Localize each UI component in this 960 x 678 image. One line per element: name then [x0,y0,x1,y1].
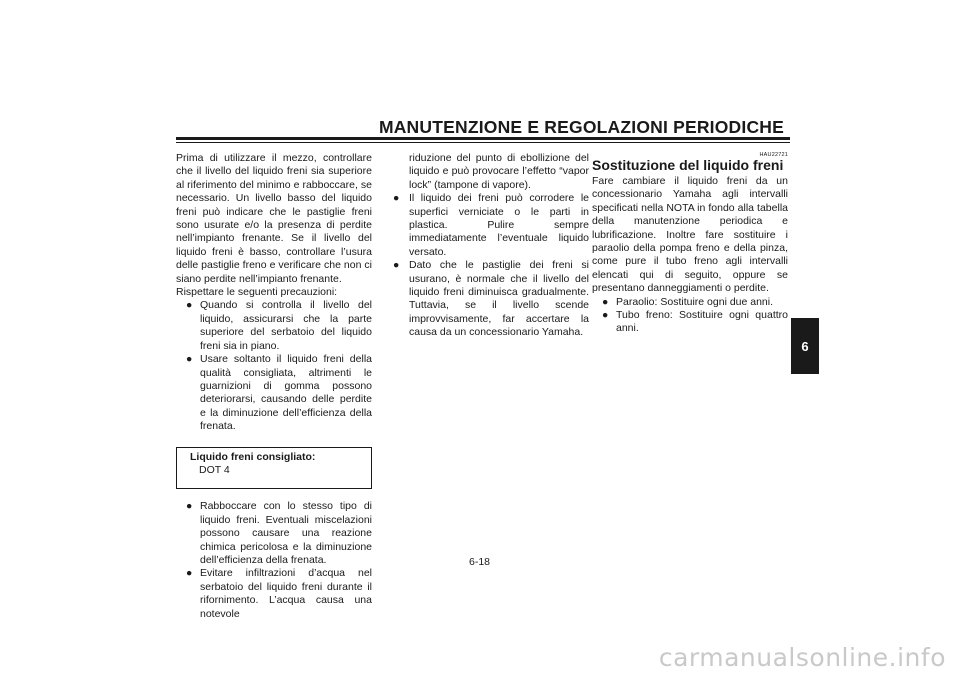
header-rule-thick [176,137,790,140]
precautions-list-continued [176,500,372,621]
continuation-text: riduzione del punto di ebollizione del liquido e può provocare l’effetto “vapor lock” (tampone di vapore). [409,152,589,191]
spec-box-value: DOT 4 [199,463,230,476]
list-item: ● Tubo freno: Sostituire ogni quattro anni. [602,309,788,335]
list-item: ● Paraolio: Sostituire ogni due anni. [602,295,774,308]
header-rule-thin [176,142,790,143]
bullet-icon: ● [186,567,193,580]
precautions-list [176,299,372,433]
column-middle [393,152,589,340]
bullet-icon: ● [393,259,400,272]
list-item: ● Rabboccare con lo stesso tipo di liquido freni. Eventuali miscelazioni possono causare una reazione chimica pericolosa e la diminuzione dell’efficienza della frenata. [186,500,372,566]
section-title: Sostituzione del liquido freni [592,157,784,173]
list-item: ● Quando si controlla il livello del liquido, assicurarsi che la parte superiore del serbatoio del liquido freni sia in piano. [186,299,372,352]
column-left [176,152,372,621]
section-code: HAU22721 [759,152,788,158]
column-right [592,152,788,336]
recommended-fluid-box [176,447,372,490]
precautions-list-middle [393,192,589,339]
section-body: Fare cambiare il liquido freni da un concessionario Yamaha agli intervalli specificati nella NOTA in fondo alla tabella della manutenzione periodica e lubrificazione. Inoltre fare sostituire i paraolio della pompa freno e della pinza, come pure il tubo freno agli intervalli elencati qui di seguito, oppure se presentano danneggiamenti o perdite. [592,175,788,295]
intro-paragraph: Prima di utilizzare il mezzo, controllare che il livello del liquido freni sia superiore al riferimento del minimo e rabboccare, se necessario. Un livello basso del liquido freni può indicare che le pastiglie freni sono usurate e/o la presenza di perdite nell’impianto frenante. Se il livello del liquido freni è basso, controllare l’usura delle pastiglie freno e verificare che non ci siano perdite nell’impianto frenante. [176,152,372,285]
bullet-icon: ● [186,353,193,366]
bullet-icon: ● [186,299,193,312]
list-item: ● Usare soltanto il liquido freni della qualità consigliata, altrimenti le guarnizioni di gomma possono deteriorarsi, causando delle perdite e la diminuzione dell’efficienza della frenata. [186,353,372,433]
page-number: 6-18 [469,556,491,568]
bullet-icon: ● [602,295,609,308]
precautions-lead: Rispettare le seguenti precauzioni: [176,286,338,299]
spec-box-title: Liquido freni consigliato: [190,450,316,463]
watermark: carmanualsonline.info [658,643,946,672]
chapter-tab: 6 [791,318,819,374]
page-header-title: MANUTENZIONE E REGOLAZIONI PERIODICHE [378,117,784,137]
bullet-icon: ● [602,309,609,322]
list-item: ● Evitare infiltrazioni d’acqua nel serbatoio del liquido freni durante il rifornimento. L’acqua causa una notevole [186,567,372,620]
bullet-icon: ● [393,192,400,205]
list-item: ● Il liquido dei freni può corrodere le superfici verniciate o le parti in plastica. Pulire sempre immediatamente l’eventuale liquido versato. [393,192,589,258]
list-item: ● Dato che le pastiglie dei freni si usurano, è normale che il livello del liquido freni diminuisca gradualmente. Tuttavia, se il livello scende improvvisamente, far accertare la causa da un concessionario Yamaha. [393,259,589,339]
bullet-icon: ● [186,500,193,513]
replacement-list [592,296,788,336]
